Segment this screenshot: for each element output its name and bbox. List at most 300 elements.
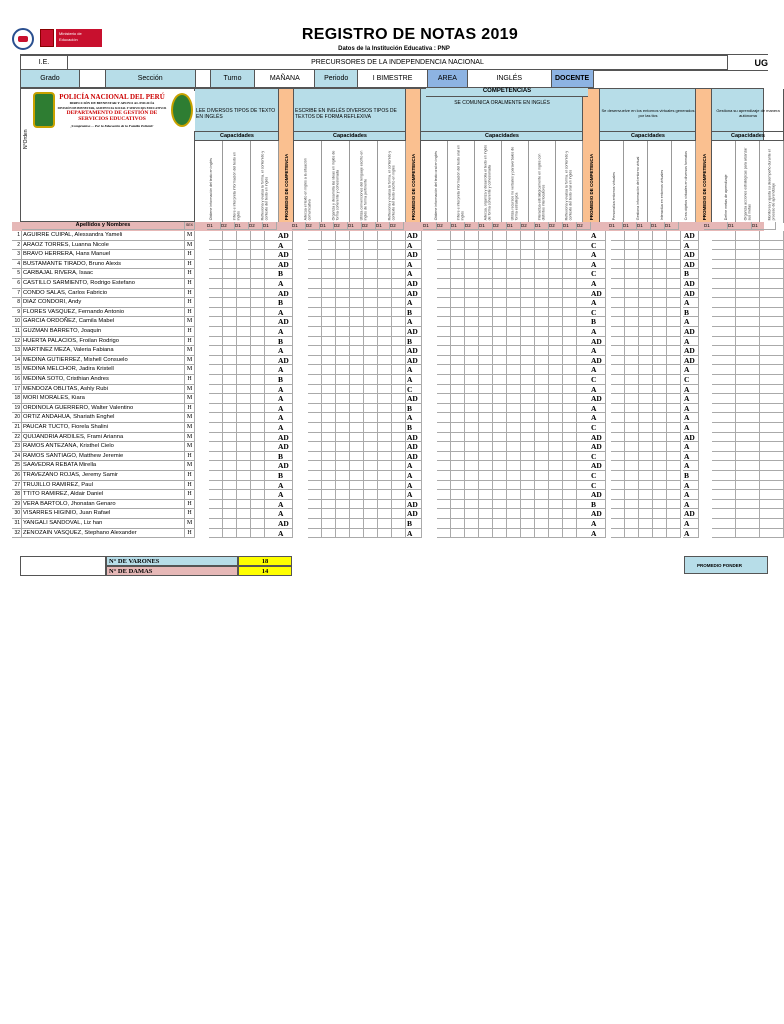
- grade-input-cell[interactable]: [535, 519, 549, 529]
- grade-input-cell[interactable]: [308, 461, 322, 471]
- grade-input-cell[interactable]: [364, 250, 378, 260]
- grade-input-cell[interactable]: [611, 337, 625, 347]
- grade-input-cell[interactable]: [479, 519, 493, 529]
- grade-input-cell[interactable]: [736, 327, 760, 337]
- grade-input-cell[interactable]: [308, 337, 322, 347]
- grade-input-cell[interactable]: [437, 394, 451, 404]
- grade-input-cell[interactable]: [507, 452, 521, 462]
- grade-input-cell[interactable]: [364, 433, 378, 443]
- grade-input-cell[interactable]: [611, 413, 625, 423]
- grade-input-cell[interactable]: [625, 279, 639, 289]
- grade-input-cell[interactable]: [392, 365, 406, 375]
- grade-input-cell[interactable]: [465, 500, 479, 510]
- grade-input-cell[interactable]: [437, 289, 451, 299]
- grade-input-cell[interactable]: [308, 356, 322, 366]
- grade-input-cell[interactable]: [507, 471, 521, 481]
- grade-input-cell[interactable]: [667, 481, 681, 491]
- grade-input-cell[interactable]: [507, 529, 521, 539]
- grade-input-cell[interactable]: [251, 509, 265, 519]
- grade-input-cell[interactable]: [521, 423, 535, 433]
- grade-input-cell[interactable]: [611, 423, 625, 433]
- grade-input-cell[interactable]: [378, 337, 392, 347]
- grade-input-cell[interactable]: [507, 481, 521, 491]
- grade-input-cell[interactable]: [437, 385, 451, 395]
- grade-input-cell[interactable]: [336, 519, 350, 529]
- grade-input-cell[interactable]: [465, 413, 479, 423]
- grade-input-cell[interactable]: [639, 452, 653, 462]
- grade-input-cell[interactable]: [521, 385, 535, 395]
- grade-input-cell[interactable]: [336, 461, 350, 471]
- grade-input-cell[interactable]: [653, 279, 667, 289]
- grade-input-cell[interactable]: [712, 365, 736, 375]
- grade-input-cell[interactable]: [251, 500, 265, 510]
- grade-input-cell[interactable]: [563, 375, 577, 385]
- grade-input-cell[interactable]: [577, 317, 591, 327]
- grade-input-cell[interactable]: [378, 289, 392, 299]
- grade-input-cell[interactable]: [308, 481, 322, 491]
- grade-input-cell[interactable]: [493, 260, 507, 270]
- grade-input-cell[interactable]: [451, 404, 465, 414]
- grade-input-cell[interactable]: [378, 452, 392, 462]
- grade-input-cell[interactable]: [237, 260, 251, 270]
- grade-input-cell[interactable]: [479, 394, 493, 404]
- grade-input-cell[interactable]: [308, 394, 322, 404]
- student-row[interactable]: [12, 250, 764, 260]
- grade-input-cell[interactable]: [521, 404, 535, 414]
- grade-input-cell[interactable]: [535, 471, 549, 481]
- grade-input-cell[interactable]: [437, 346, 451, 356]
- grade-input-cell[interactable]: [493, 308, 507, 318]
- grade-input-cell[interactable]: [667, 356, 681, 366]
- grade-input-cell[interactable]: [625, 231, 639, 241]
- grade-input-cell[interactable]: [209, 289, 223, 299]
- grade-input-cell[interactable]: [577, 250, 591, 260]
- grade-input-cell[interactable]: [667, 250, 681, 260]
- grade-input-cell[interactable]: [549, 509, 563, 519]
- grade-input-cell[interactable]: [223, 461, 237, 471]
- grade-input-cell[interactable]: [350, 452, 364, 462]
- grade-input-cell[interactable]: [653, 385, 667, 395]
- grade-input-cell[interactable]: [667, 260, 681, 270]
- grade-input-cell[interactable]: [521, 337, 535, 347]
- grade-input-cell[interactable]: [364, 346, 378, 356]
- grade-input-cell[interactable]: [479, 317, 493, 327]
- grade-input-cell[interactable]: [322, 394, 336, 404]
- grade-input-cell[interactable]: [223, 231, 237, 241]
- grade-input-cell[interactable]: [712, 423, 736, 433]
- grade-input-cell[interactable]: [760, 413, 784, 423]
- grade-input-cell[interactable]: [507, 500, 521, 510]
- grade-input-cell[interactable]: [760, 308, 784, 318]
- grade-input-cell[interactable]: [563, 260, 577, 270]
- grade-input-cell[interactable]: [465, 385, 479, 395]
- grade-input-cell[interactable]: [465, 433, 479, 443]
- grade-input-cell[interactable]: [336, 500, 350, 510]
- grade-input-cell[interactable]: [223, 500, 237, 510]
- grade-input-cell[interactable]: [563, 250, 577, 260]
- grade-input-cell[interactable]: [392, 375, 406, 385]
- grade-input-cell[interactable]: [392, 231, 406, 241]
- grade-input-cell[interactable]: [521, 279, 535, 289]
- grade-input-cell[interactable]: [736, 308, 760, 318]
- grade-input-cell[interactable]: [336, 317, 350, 327]
- grade-input-cell[interactable]: [378, 413, 392, 423]
- grade-input-cell[interactable]: [465, 317, 479, 327]
- grade-input-cell[interactable]: [237, 356, 251, 366]
- grade-input-cell[interactable]: [364, 519, 378, 529]
- grade-input-cell[interactable]: [760, 404, 784, 414]
- grade-input-cell[interactable]: [350, 308, 364, 318]
- grade-input-cell[interactable]: [760, 529, 784, 539]
- grade-input-cell[interactable]: [437, 375, 451, 385]
- grade-input-cell[interactable]: [712, 519, 736, 529]
- grade-input-cell[interactable]: [667, 452, 681, 462]
- grade-input-cell[interactable]: [378, 394, 392, 404]
- grade-input-cell[interactable]: [308, 490, 322, 500]
- grade-input-cell[interactable]: [639, 260, 653, 270]
- grade-input-cell[interactable]: [653, 375, 667, 385]
- grade-input-cell[interactable]: [535, 279, 549, 289]
- grade-input-cell[interactable]: [653, 241, 667, 251]
- grade-input-cell[interactable]: [479, 250, 493, 260]
- grade-input-cell[interactable]: [437, 337, 451, 347]
- grade-input-cell[interactable]: [521, 260, 535, 270]
- grade-input-cell[interactable]: [223, 269, 237, 279]
- grade-input-cell[interactable]: [653, 413, 667, 423]
- grade-input-cell[interactable]: [639, 413, 653, 423]
- grade-input-cell[interactable]: [667, 241, 681, 251]
- student-row[interactable]: [12, 231, 764, 241]
- grade-input-cell[interactable]: [577, 519, 591, 529]
- grade-input-cell[interactable]: [667, 433, 681, 443]
- grade-input-cell[interactable]: [451, 365, 465, 375]
- grade-input-cell[interactable]: [392, 279, 406, 289]
- grade-input-cell[interactable]: [736, 471, 760, 481]
- grade-input-cell[interactable]: [364, 260, 378, 270]
- grade-input-cell[interactable]: [465, 250, 479, 260]
- grade-input-cell[interactable]: [364, 231, 378, 241]
- grade-input-cell[interactable]: [639, 442, 653, 452]
- grade-input-cell[interactable]: [653, 471, 667, 481]
- grade-input-cell[interactable]: [451, 231, 465, 241]
- grade-input-cell[interactable]: [577, 404, 591, 414]
- grade-input-cell[interactable]: [237, 279, 251, 289]
- grade-input-cell[interactable]: [625, 394, 639, 404]
- grade-input-cell[interactable]: [639, 375, 653, 385]
- grade-input-cell[interactable]: [364, 490, 378, 500]
- grade-input-cell[interactable]: [237, 471, 251, 481]
- grade-input-cell[interactable]: [760, 250, 784, 260]
- grade-input-cell[interactable]: [667, 269, 681, 279]
- grade-input-cell[interactable]: [350, 298, 364, 308]
- grade-input-cell[interactable]: [667, 509, 681, 519]
- grade-input-cell[interactable]: [322, 413, 336, 423]
- grade-input-cell[interactable]: [251, 250, 265, 260]
- grade-input-cell[interactable]: [251, 346, 265, 356]
- grade-input-cell[interactable]: [209, 375, 223, 385]
- grade-input-cell[interactable]: [223, 375, 237, 385]
- grade-input-cell[interactable]: [493, 490, 507, 500]
- grade-input-cell[interactable]: [736, 509, 760, 519]
- grade-input-cell[interactable]: [712, 241, 736, 251]
- grade-input-cell[interactable]: [507, 289, 521, 299]
- grade-input-cell[interactable]: [223, 250, 237, 260]
- grade-input-cell[interactable]: [549, 298, 563, 308]
- grade-input-cell[interactable]: [336, 375, 350, 385]
- grade-input-cell[interactable]: [563, 461, 577, 471]
- grade-input-cell[interactable]: [322, 317, 336, 327]
- grade-input-cell[interactable]: [736, 346, 760, 356]
- grade-input-cell[interactable]: [521, 308, 535, 318]
- grade-input-cell[interactable]: [639, 327, 653, 337]
- grade-input-cell[interactable]: [251, 529, 265, 539]
- grade-input-cell[interactable]: [577, 337, 591, 347]
- grade-input-cell[interactable]: [209, 413, 223, 423]
- grade-input-cell[interactable]: [577, 289, 591, 299]
- grade-input-cell[interactable]: [378, 385, 392, 395]
- grade-input-cell[interactable]: [535, 356, 549, 366]
- grade-input-cell[interactable]: [392, 500, 406, 510]
- grade-input-cell[interactable]: [308, 317, 322, 327]
- grade-input-cell[interactable]: [493, 413, 507, 423]
- grade-input-cell[interactable]: [712, 509, 736, 519]
- grade-input-cell[interactable]: [378, 375, 392, 385]
- grade-input-cell[interactable]: [350, 375, 364, 385]
- grade-input-cell[interactable]: [350, 413, 364, 423]
- grade-input-cell[interactable]: [223, 317, 237, 327]
- grade-input-cell[interactable]: [507, 279, 521, 289]
- grade-input-cell[interactable]: [712, 442, 736, 452]
- student-row[interactable]: [12, 327, 764, 337]
- grade-input-cell[interactable]: [625, 519, 639, 529]
- grade-input-cell[interactable]: [209, 471, 223, 481]
- grade-input-cell[interactable]: [577, 356, 591, 366]
- grade-input-cell[interactable]: [392, 442, 406, 452]
- grade-input-cell[interactable]: [336, 423, 350, 433]
- grade-input-cell[interactable]: [549, 356, 563, 366]
- grade-input-cell[interactable]: [392, 471, 406, 481]
- grade-input-cell[interactable]: [521, 394, 535, 404]
- grade-input-cell[interactable]: [549, 327, 563, 337]
- grade-input-cell[interactable]: [451, 394, 465, 404]
- grade-input-cell[interactable]: [251, 327, 265, 337]
- grade-input-cell[interactable]: [479, 365, 493, 375]
- grade-input-cell[interactable]: [577, 308, 591, 318]
- grade-input-cell[interactable]: [535, 337, 549, 347]
- grade-input-cell[interactable]: [465, 461, 479, 471]
- grade-input-cell[interactable]: [465, 471, 479, 481]
- grade-input-cell[interactable]: [736, 317, 760, 327]
- grade-input-cell[interactable]: [563, 529, 577, 539]
- grade-input-cell[interactable]: [611, 509, 625, 519]
- grade-input-cell[interactable]: [667, 375, 681, 385]
- grade-input-cell[interactable]: [507, 519, 521, 529]
- grade-input-cell[interactable]: [625, 404, 639, 414]
- grade-input-cell[interactable]: [521, 500, 535, 510]
- grade-input-cell[interactable]: [736, 298, 760, 308]
- grade-input-cell[interactable]: [577, 260, 591, 270]
- grade-input-cell[interactable]: [364, 327, 378, 337]
- grade-input-cell[interactable]: [507, 298, 521, 308]
- grade-input-cell[interactable]: [322, 385, 336, 395]
- grade-input-cell[interactable]: [437, 423, 451, 433]
- grade-input-cell[interactable]: [563, 317, 577, 327]
- grade-input-cell[interactable]: [577, 490, 591, 500]
- grade-input-cell[interactable]: [611, 365, 625, 375]
- grade-input-cell[interactable]: [625, 365, 639, 375]
- grade-input-cell[interactable]: [350, 231, 364, 241]
- grade-input-cell[interactable]: [336, 481, 350, 491]
- grade-input-cell[interactable]: [521, 231, 535, 241]
- grade-input-cell[interactable]: [223, 365, 237, 375]
- grade-input-cell[interactable]: [336, 452, 350, 462]
- grade-input-cell[interactable]: [563, 509, 577, 519]
- grade-input-cell[interactable]: [639, 231, 653, 241]
- grade-input-cell[interactable]: [521, 529, 535, 539]
- grade-input-cell[interactable]: [209, 356, 223, 366]
- grade-input-cell[interactable]: [712, 289, 736, 299]
- grade-input-cell[interactable]: [577, 279, 591, 289]
- grade-input-cell[interactable]: [350, 346, 364, 356]
- grade-input-cell[interactable]: [364, 298, 378, 308]
- grade-input-cell[interactable]: [451, 346, 465, 356]
- grade-input-cell[interactable]: [392, 423, 406, 433]
- grade-input-cell[interactable]: [507, 308, 521, 318]
- grade-input-cell[interactable]: [639, 509, 653, 519]
- grade-input-cell[interactable]: [493, 317, 507, 327]
- grade-input-cell[interactable]: [625, 423, 639, 433]
- grade-input-cell[interactable]: [712, 337, 736, 347]
- grade-input-cell[interactable]: [308, 423, 322, 433]
- grade-input-cell[interactable]: [209, 327, 223, 337]
- grade-input-cell[interactable]: [465, 269, 479, 279]
- grade-input-cell[interactable]: [535, 433, 549, 443]
- grade-input-cell[interactable]: [308, 260, 322, 270]
- grade-input-cell[interactable]: [639, 308, 653, 318]
- grade-input-cell[interactable]: [465, 308, 479, 318]
- grade-input-cell[interactable]: [336, 298, 350, 308]
- grade-input-cell[interactable]: [479, 298, 493, 308]
- grade-input-cell[interactable]: [507, 327, 521, 337]
- grade-input-cell[interactable]: [451, 490, 465, 500]
- grade-input-cell[interactable]: [549, 452, 563, 462]
- grade-input-cell[interactable]: [237, 461, 251, 471]
- grade-input-cell[interactable]: [251, 231, 265, 241]
- grade-input-cell[interactable]: [209, 269, 223, 279]
- grade-input-cell[interactable]: [493, 471, 507, 481]
- grade-input-cell[interactable]: [251, 471, 265, 481]
- grade-input-cell[interactable]: [223, 385, 237, 395]
- grade-input-cell[interactable]: [223, 490, 237, 500]
- grade-input-cell[interactable]: [378, 298, 392, 308]
- grade-input-cell[interactable]: [736, 423, 760, 433]
- grade-input-cell[interactable]: [322, 231, 336, 241]
- grade-input-cell[interactable]: [549, 385, 563, 395]
- grade-input-cell[interactable]: [493, 279, 507, 289]
- grade-input-cell[interactable]: [209, 241, 223, 251]
- grade-input-cell[interactable]: [378, 250, 392, 260]
- grade-input-cell[interactable]: [563, 327, 577, 337]
- grade-input-cell[interactable]: [223, 279, 237, 289]
- grade-input-cell[interactable]: [625, 337, 639, 347]
- grade-input-cell[interactable]: [611, 404, 625, 414]
- grade-input-cell[interactable]: [577, 375, 591, 385]
- grade-input-cell[interactable]: [378, 241, 392, 251]
- grade-input-cell[interactable]: [625, 461, 639, 471]
- grade-input-cell[interactable]: [308, 231, 322, 241]
- grade-input-cell[interactable]: [336, 289, 350, 299]
- grade-input-cell[interactable]: [712, 279, 736, 289]
- grade-input-cell[interactable]: [736, 260, 760, 270]
- grade-input-cell[interactable]: [712, 298, 736, 308]
- grade-input-cell[interactable]: [251, 241, 265, 251]
- grade-input-cell[interactable]: [350, 529, 364, 539]
- grade-input-cell[interactable]: [521, 442, 535, 452]
- grade-input-cell[interactable]: [378, 279, 392, 289]
- grade-input-cell[interactable]: [535, 385, 549, 395]
- grade-input-cell[interactable]: [322, 423, 336, 433]
- grade-input-cell[interactable]: [493, 509, 507, 519]
- grade-input-cell[interactable]: [639, 279, 653, 289]
- grade-input-cell[interactable]: [611, 471, 625, 481]
- grade-input-cell[interactable]: [577, 394, 591, 404]
- grade-input-cell[interactable]: [378, 269, 392, 279]
- grade-input-cell[interactable]: [521, 461, 535, 471]
- grade-input-cell[interactable]: [760, 317, 784, 327]
- grade-input-cell[interactable]: [563, 500, 577, 510]
- grade-input-cell[interactable]: [336, 404, 350, 414]
- grade-input-cell[interactable]: [223, 519, 237, 529]
- grade-input-cell[interactable]: [350, 365, 364, 375]
- grade-input-cell[interactable]: [451, 519, 465, 529]
- grade-input-cell[interactable]: [521, 509, 535, 519]
- grade-input-cell[interactable]: [760, 490, 784, 500]
- grade-input-cell[interactable]: [549, 241, 563, 251]
- grade-input-cell[interactable]: [493, 269, 507, 279]
- grade-input-cell[interactable]: [451, 269, 465, 279]
- grade-input-cell[interactable]: [251, 442, 265, 452]
- grade-input-cell[interactable]: [322, 471, 336, 481]
- grade-input-cell[interactable]: [493, 289, 507, 299]
- grade-input-cell[interactable]: [625, 452, 639, 462]
- grade-input-cell[interactable]: [577, 346, 591, 356]
- grade-input-cell[interactable]: [437, 433, 451, 443]
- grade-input-cell[interactable]: [507, 365, 521, 375]
- grade-input-cell[interactable]: [209, 519, 223, 529]
- grade-input-cell[interactable]: [479, 260, 493, 270]
- grade-input-cell[interactable]: [350, 519, 364, 529]
- grade-input-cell[interactable]: [378, 327, 392, 337]
- grade-input-cell[interactable]: [667, 404, 681, 414]
- grade-input-cell[interactable]: [611, 327, 625, 337]
- grade-input-cell[interactable]: [535, 452, 549, 462]
- grade-input-cell[interactable]: [712, 250, 736, 260]
- grade-input-cell[interactable]: [653, 356, 667, 366]
- grade-input-cell[interactable]: [521, 289, 535, 299]
- grade-input-cell[interactable]: [535, 442, 549, 452]
- grade-input-cell[interactable]: [465, 231, 479, 241]
- grade-input-cell[interactable]: [521, 519, 535, 529]
- grade-input-cell[interactable]: [479, 241, 493, 251]
- grade-input-cell[interactable]: [639, 490, 653, 500]
- grade-input-cell[interactable]: [223, 337, 237, 347]
- grade-input-cell[interactable]: [625, 298, 639, 308]
- grade-input-cell[interactable]: [322, 365, 336, 375]
- grade-input-cell[interactable]: [639, 481, 653, 491]
- grade-input-cell[interactable]: [237, 452, 251, 462]
- grade-input-cell[interactable]: [364, 279, 378, 289]
- grade-input-cell[interactable]: [437, 279, 451, 289]
